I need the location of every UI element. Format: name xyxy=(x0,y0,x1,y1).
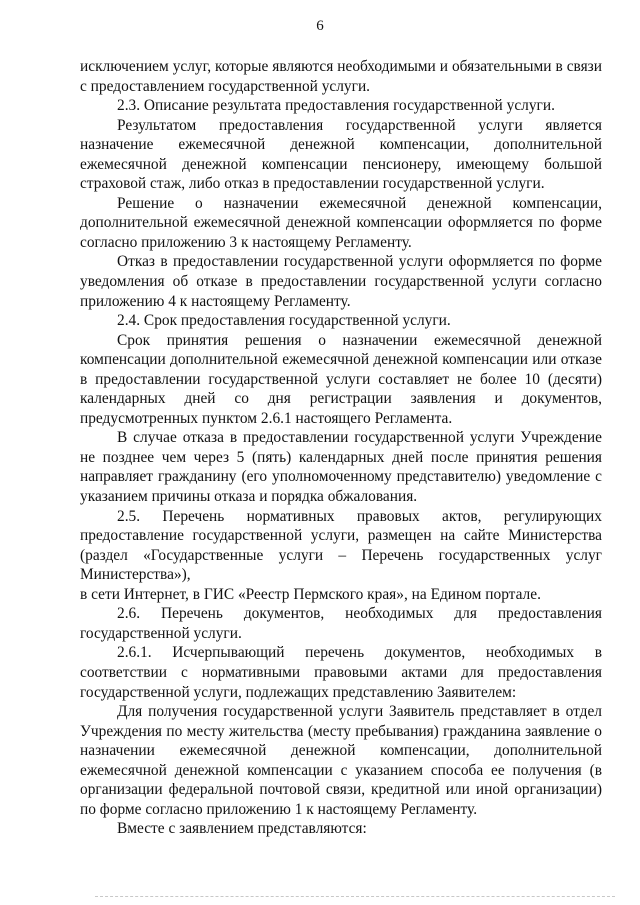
section-heading-2-6: 2.6. Перечень документов, необходимых для предоставления государственной услуги. xyxy=(80,605,602,642)
section-heading-2-4: 2.4. Срок предоставления государственной услуги. xyxy=(117,312,451,330)
paragraph: Решение о назначении ежемесячной денежной компенсации, дополнительной ежемесячной денежной компенсации оформляется по форме согласно приложению 3 к настоящему Регламенту. xyxy=(80,194,602,251)
paragraph: Срок принятия решения о назначении ежемесячной денежной компенсации дополнительной ежемесячной денежной компенсации или отказе в предоставлении государственной услуги составляет не более 10 (десяти) календарных дней со дня регистрации заявления и документов, предусмотренных пунктом 2.6.1 настоящего Регламента. xyxy=(80,331,602,427)
paragraph: Вместе с заявлением представляются: xyxy=(117,820,367,838)
paragraph: Отказ в предоставлении государственной услуги оформляется по форме уведомления об отказе в предоставлении государственной услуги согласно приложению 4 к настоящему Регламенту. xyxy=(80,253,602,310)
page-number: 6 xyxy=(316,18,324,34)
document-body xyxy=(80,57,602,839)
section-heading-2-5: 2.5. Перечень нормативных правовых актов, регулирующих предоставление государственной услуги, размещен на сайте Министерства (раздел «Государственные услуги – Перечень государственных услуг Министерства»), xyxy=(80,507,602,584)
section-heading-2-6-1: 2.6.1. Исчерпывающий перечень документов, необходимых в соответствии с нормативными правовыми актами для предоставления государственной услуги, подлежащих представлению Заявителем: xyxy=(80,644,602,701)
paragraph-continuation: исключением услуг, которые являются необходимыми и обязательными в связи с предоставлением государственной услуги. xyxy=(80,58,602,95)
section-heading-2-3: 2.3. Описание результата предоставления государственной услуги. xyxy=(117,97,555,115)
scan-edge-line xyxy=(95,896,615,897)
paragraph: В случае отказа в предоставлении государственной услуги Учреждение не позднее чем через 5 (пять) календарных дней после принятия решения направляет гражданину (его уполномоченному представителю) уведомление с указанием причины отказа и порядка обжалования. xyxy=(80,429,602,506)
paragraph: Результатом предоставления государственной услуги является назначение ежемесячной денежной компенсации, дополнительной ежемесячной денежной компенсации пенсионеру, имеющему большой страховой стаж, либо отказ в предоставлении государственной услуги. xyxy=(80,116,602,193)
paragraph-continuation: в сети Интернет, в ГИС «Реестр Пермского края», на Едином портале. xyxy=(80,585,541,603)
paragraph: Для получения государственной услуги Заявитель представляет в отдел Учреждения по месту жительства (месту пребывания) гражданина заявление о назначении ежемесячной денежной компенсации, дополнительной ежемесячной денежной компенсации с указанием способа ее получения (в организации федеральной почтовой связи, кредитной или иной организации) по форме согласно приложению 1 к настоящему Регламенту. xyxy=(80,703,602,818)
